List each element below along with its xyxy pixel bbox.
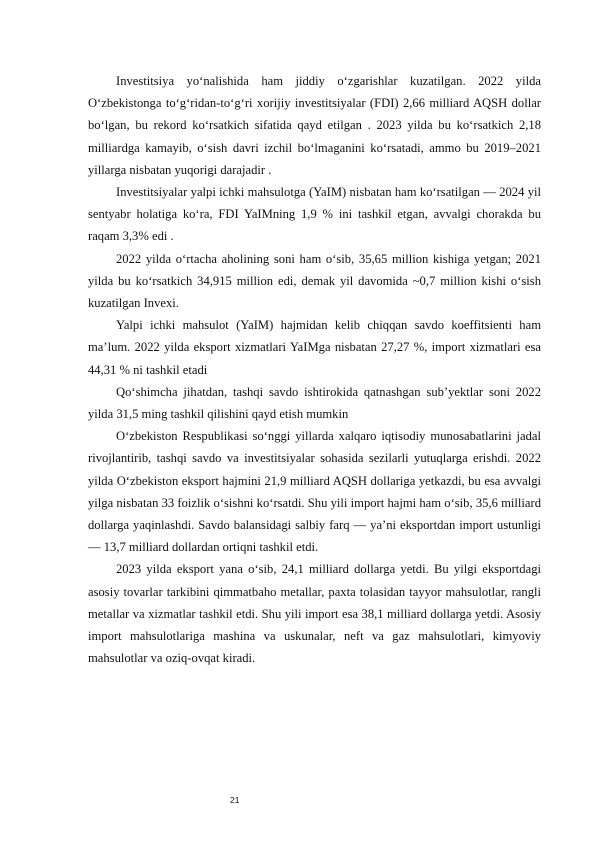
paragraph: 2022 yilda o‘rtacha aholining soni ham o‘sib, 35,65 million kishiga yetgan; 2021 yilda bu ko‘rsatkich 34,915 million edi, demak yil davomida ~0,7 million kishi o‘sish kuzatilgan Invexi. — [88, 251, 541, 311]
paragraph: Investitsiya yo‘nalishida ham jiddiy o‘zgarishlar kuzatilgan. 2022 yilda O‘zbekistonga to‘g‘ridan-to‘g‘ri xorijiy investitsiyalar (FDI) 2,66 milliard AQSH dollar bo‘lgan, bu rekord ko‘rsatkich sifatida qayd etilgan . 2023 yilda bu ko‘rsatkich 2,18 milliardga kamayib, o‘sish davri izchil bo‘lmaganini ko‘rsatadi, ammo bu 2019–2021 yillarga nisbatan yuqorigi darajadir . — [88, 74, 541, 177]
paragraph: 2023 yilda eksport yana o‘sib, 24,1 milliard dollarga yetdi. Bu yilgi eksportdagi asosiy tovarlar tarkibini qimmatbaho metallar, paxta tolasidan tayyor mahsulotlar, rangli metallar va xizmatlar tashkil etdi. Shu yili import esa 38,1 milliard dollarga yetdi. Asosiy import mahsulotlariga mashina va uskunalar, neft va gaz mahsulotlari, kimyoviy mahsulotlar va oziq-ovqat kiradi. — [88, 562, 541, 666]
body-text — [88, 70, 541, 669]
paragraph: Investitsiyalar yalpi ichki mahsulotga (YaIM) nisbatan ham ko‘rsatilgan — 2024 yil sentyabr holatiga ko‘ra, FDI YaIMning 1,9 % ini tashkil etgan, avvalgi chorakda bu raqam 3,3% edi . — [88, 185, 541, 244]
paragraph: Qo‘shimcha jihatdan, tashqi savdo ishtirokida qatnashgan sub’yektlar soni 2022 yilda 31,5 ming tashkil qilishini qayd etish mumkin — [88, 384, 541, 422]
paragraph: O‘zbekiston Respublikasi so‘nggi yillarda xalqaro iqtisodiy munosabatlarini jadal rivojlantirib, tashqi savdo va investitsiyalar sohasida sezilarli yutuqlarga erishdi. 2022 yilda O‘zbekiston eksport hajmini 21,9 milliard AQSH dollariga yetkazdi, bu esa avvalgi yilga nisbatan 33 foizlik o‘sishni ko‘rsatdi. Shu yili import hajmi ham o‘sib, 35,6 milliard dollarga yaqinlashdi. Savdo balansidagi salbiy farq — ya’ni eksportdan import ustunligi — 13,7 milliard dollardan ortiqni tashkil etdi. — [88, 429, 541, 555]
page-number: 21 — [230, 795, 240, 805]
paragraph: Yalpi ichki mahsulot (YaIM) hajmidan kelib chiqqan savdo koeffitsienti ham ma’lum. 2022 yilda eksport xizmatlari YaIMga nisbatan 27,27 %, import xizmatlari esa 44,31 % ni tashkil etadi — [88, 318, 541, 377]
